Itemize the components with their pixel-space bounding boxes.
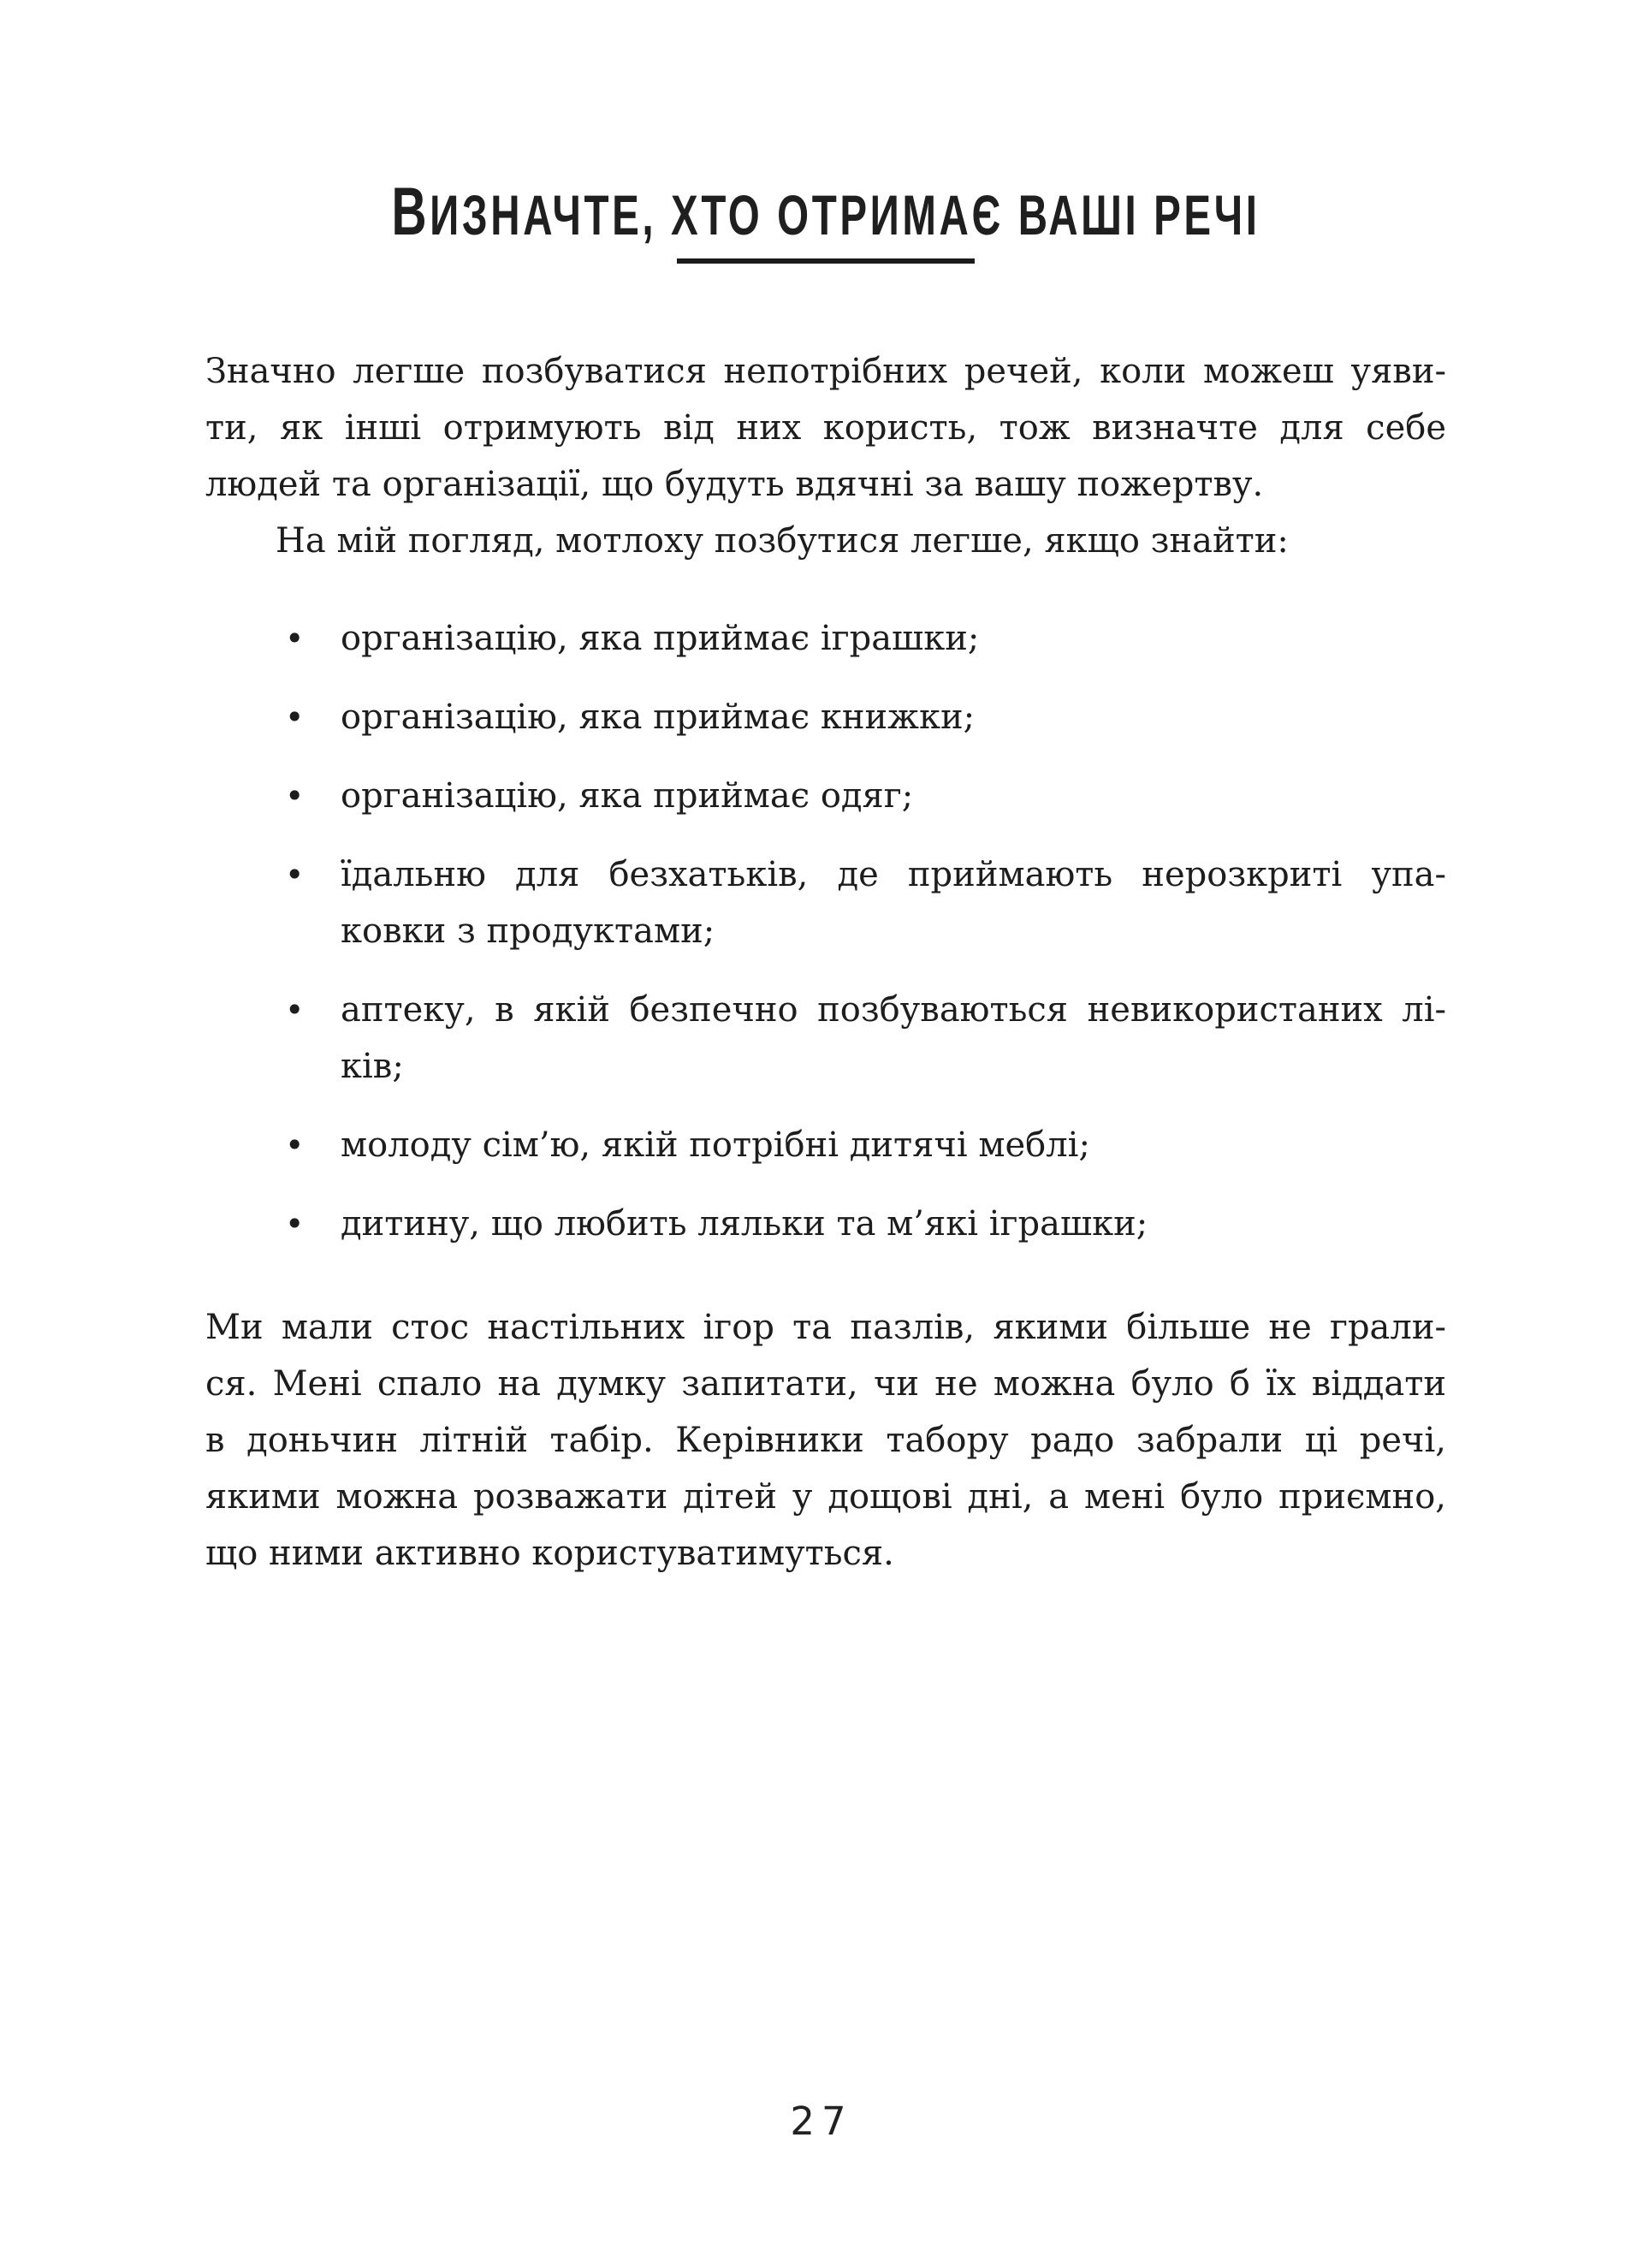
page-title-initial: В (391, 173, 430, 249)
donation-options-list (285, 610, 1446, 1252)
text-line: аптеку, в якій безпечно позбуваються невикористаних лі- (341, 990, 1446, 1030)
text-line: ків; (341, 1047, 404, 1086)
list-item-text (341, 1196, 1446, 1252)
list-item-text (341, 768, 1446, 824)
text-line: організацію, яка приймає іграшки; (341, 619, 980, 658)
list-item (285, 846, 1446, 959)
text-line: що ними активно користуватимуться. (205, 1534, 894, 1573)
text-line: Ми мали стос настільних ігор та пазлів, якими більше не грали- (205, 1308, 1446, 1347)
text-line: людей та організації, що будуть вдячні за вашу пожертву. (205, 465, 1264, 504)
list-item-text (341, 610, 1446, 667)
text-line: молоду сім’ю, якій потрібні дитячі меблі; (341, 1125, 1090, 1165)
list-item (285, 689, 1446, 745)
list-item-text (341, 846, 1446, 959)
text-line: організацію, яка приймає одяг; (341, 776, 914, 816)
text-line: ся. Мені спало на думку запитати, чи не можна було б їх віддати (205, 1364, 1446, 1404)
text-line: в доньчин літній табір. Керівники табору радо забрали ці речі, (205, 1421, 1446, 1460)
text-line: Значно легше позбуватися непотрібних речей, коли можеш уяви- (205, 352, 1446, 391)
list-item (285, 610, 1446, 667)
list-item (285, 982, 1446, 1095)
bullet-icon: • (285, 1126, 305, 1164)
paragraph-intro (205, 343, 1446, 513)
bullet-icon: • (285, 1205, 305, 1243)
text-line: їдальню для безхатьків, де приймають нерозкриті упа- (341, 855, 1446, 894)
text-line: ковки з продуктами; (341, 911, 715, 951)
page-number: 27 (790, 2099, 853, 2144)
list-item-text (341, 689, 1446, 745)
bullet-icon: • (285, 856, 305, 894)
list-item-text (341, 1117, 1446, 1173)
bullet-icon: • (285, 620, 305, 657)
list-item (285, 1196, 1446, 1252)
page-title-rest: ИЗНАЧТЕ, ХТО ОТРИМАЄ ВАШІ РЕЧІ (430, 183, 1260, 246)
title-underline (677, 258, 975, 264)
text-line: організацію, яка приймає книжки; (341, 698, 976, 737)
page-title (379, 173, 1272, 250)
bullet-icon: • (285, 698, 305, 736)
bullet-icon: • (285, 777, 305, 815)
bullet-icon: • (285, 991, 305, 1029)
paragraph-story (205, 1299, 1446, 1582)
list-item (285, 1117, 1446, 1173)
list-item-text (341, 982, 1446, 1095)
text-line: дитину, що любить ляльки та м’які іграшки; (341, 1204, 1148, 1244)
text-line: якими можна розважати дітей у дощові дні, а мені було приємно, (205, 1477, 1446, 1517)
paragraph-lead-in (205, 513, 1446, 569)
list-item (285, 768, 1446, 824)
text-line: На мій погляд, мотлоху позбутися легше, якщо знайти: (276, 521, 1289, 561)
text-line: ти, як інші отримують від них користь, тож визначте для себе (205, 408, 1446, 448)
